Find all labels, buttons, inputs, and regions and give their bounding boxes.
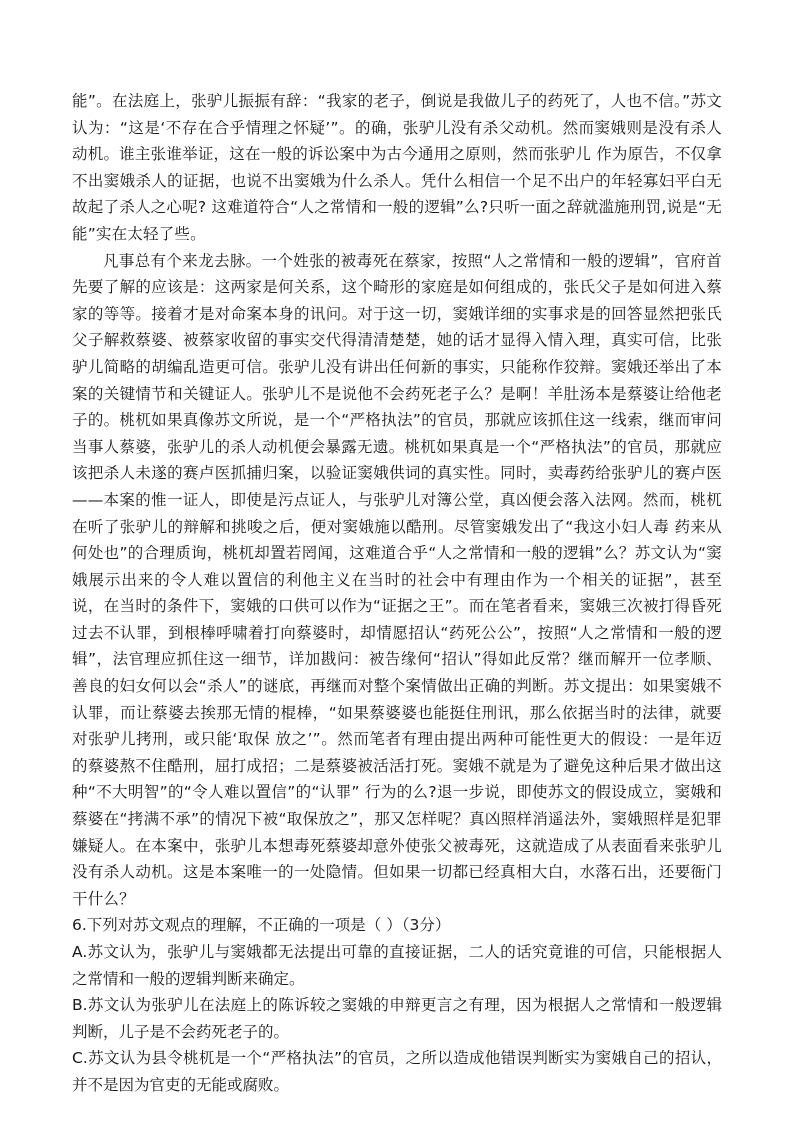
passage-paragraph-1: 能”。在法庭上，张驴儿振振有辞：“我家的老子，倒说是我做儿子的药死了，人也不信。”苏文认为：“这是‘不存在合乎情理之怀疑’”。的确，张驴儿没有杀父动机。然而窦娥则是没有杀人动机。谁主张谁举证，这在一般的诉讼案中为古今通用之原则，然而张驴儿 作为原告，不仅拿不出窦娥杀人的证据，也说不出窦娥为什么杀人。凭什么相信一个足不出户的年轻寡妇平白无故起了杀人之心呢? 这难道符合“人之常情和一般的逻辑”么?只听一面之辞就滥施刑罚,说是“无能”实在太轻了些。 bbox=[72, 92, 722, 243]
question-stem: 6.下列对苏文观点的理解，不正确的一项是（ ）（3分） bbox=[72, 916, 451, 935]
passage-paragraph-2: 凡事总有个来龙去脉。一个姓张的被毒死在蔡家，按照“人之常情和一般的逻辑”，官府首先要了解的应该是：这两家是何关系，这个畸形的家庭是如何组成的，张氏父子是如何进入蔡家的等等。接着才是对命案本身的讯问。对于这一切，窦娥详细的实事求是的回答显然把张氏父子解救蔡婆、被蔡家收留的事实交代得清清楚楚，她的话才显得入情入理，真实可信，比张驴儿简略的胡编乱造更可信。张驴儿没有讲出任何新的事实，只能称作狡辩。窦娥还举出了本案的关键情节和关键证人。张驴儿不是说他不会药死老子么？是啊！羊肚汤本是蔡婆让给他老子的。桃杌如果真像苏文所说，是一个“严格执法”的官员，那就应该抓住这一线索，继而审问当事人蔡婆，张驴儿的杀人动机便会暴露无遗。桃杌如果真是一个“严格执法”的官员，那就应该把杀人未遂的赛卢医抓捕归案，以验证窦娥供词的真实性。同时，卖毒药给张驴儿的赛卢医——本案的惟一证人，即使是污点证人，与张驴儿对簿公堂，真凶便会落入法网。然而，桃杌在听了张驴儿的辩解和挑唆之后，便对窦娥施以酷刑。尽管窦娥发出了“我这小妇人毒 药来从何处也”的合理质询，桃杌却置若罔闻，这难道合乎“人之常情和一般的逻辑”么？苏文认为“窦娥展示出来的令人难以置信的利他主义在当时的社会中有理由作为一个相关的证据”，甚至说，在当时的条件下，窦娥的口供可以作为“证据之王”。而在笔者看来，窦娥三次被打得昏死过去不认罪，到根棒呼啸着打向蔡婆时，却情愿招认“药死公公”，按照“人之常情和一般的逻辑”，法官理应抓住这一细节，详加戡问：被告缘何“招认”得如此反常？继而解开一位孝顺、善良的妇女何以会“杀人”的谜底，再继而对整个案情做出正确的判断。苏文提出：如果窦娥不认罪，而让蔡婆去挨那无情的棍棒，“如果蔡婆婆也能挺住刑讯，那么依据当时的法律，就要对张驴儿拷刑，或只能‘取保 放之’”。然而笔者有理由提出两种可能性更大的假设：一是年迈的蔡婆熬不住酷刑，屈打成招；二是蔡婆被活活打死。窦娥不就是为了避免这种后果才做出这种“不大明智”的“令人难以置信”的“认罪” 行为的么?退一步说，即使苏文的假设成立，窦娥和蔡婆在“拷满不承”的情况下被“取保放之”，那又怎样呢？真凶照样消遥法外，窦娥照样是犯罪嫌疑人。在本案中，张驴儿本想毒死蔡婆却意外使张父被毒死，这就造成了从表面看来张驴儿没有杀人动机。这是本案唯一的一处隐情。但如果一切都已经真相大白，水落石出，还要衙门干什么？ bbox=[72, 251, 722, 908]
option-a: A.苏文认为，张驴儿与窦娥都无法提出可靠的直接证据，二人的话究竟谁的可信，只能根据人之常情和一般的逻辑判断来确定。 bbox=[72, 943, 722, 988]
document-page bbox=[72, 88, 722, 1099]
option-c: C.苏文认为县令桃杌是一个“严格执法”的官员，之所以造成他错误判断实为窦娥自己的招认，并不是因为官吏的无能或腐败。 bbox=[72, 1049, 722, 1094]
option-b: B.苏文认为张驴儿在法庭上的陈诉较之窦娥的申辩更言之有理，因为根据人之常情和一般逻辑判断，儿子是不会药死老子的。 bbox=[72, 996, 722, 1041]
